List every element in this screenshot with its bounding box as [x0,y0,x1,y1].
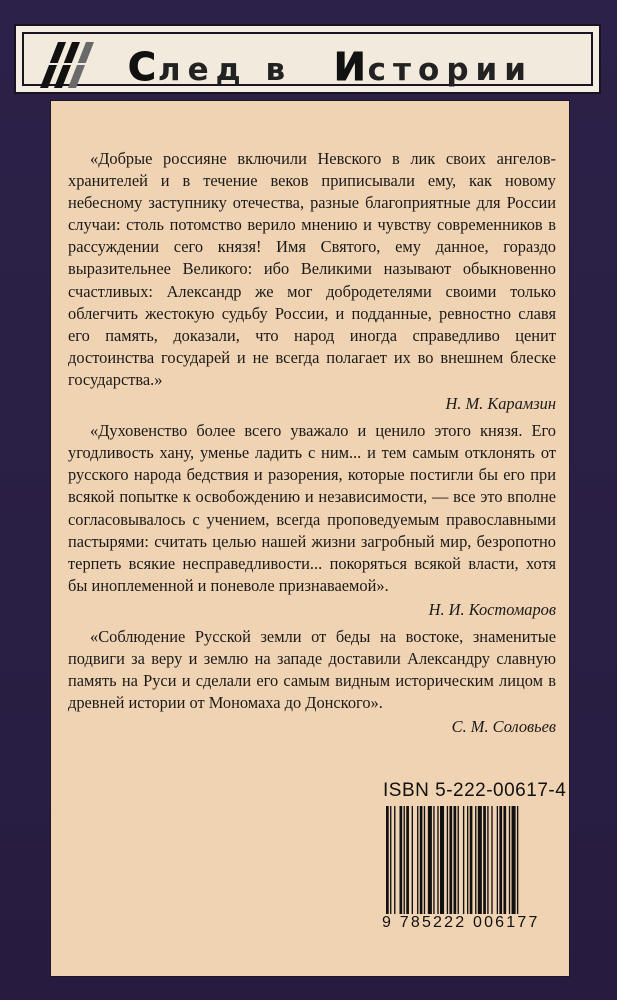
quote-kostomarov: «Духовенство более всего уважало и ценило этого князя. Его угодливость хану, уменье ладить с ним... и тем самым отклонять от русского народа бедствия и разорения, которые постигли бы его при всякой попытке к освобождению и независимости, — все это вполне согласовывалось с учением, всегда проповедуемым православными пастырями: считать целью нашей жизни загробный мир, безропотно терпеть всякие несправедливости... покоряться всякой власти, хотя бы иноплеменной и поневоле признаваемой». [68,421,556,595]
series-header [14,24,601,94]
series-title-cap1: С [128,45,158,89]
author-solovyov: С. М. Соловьев [451,717,556,737]
series-title-cap2: И [333,45,368,89]
author-kostomarov: Н. И. Костомаров [428,599,556,619]
quotes-text [68,148,556,743]
series-title-word2: стории [367,52,533,88]
series-title-word1: лед в [157,52,310,88]
series-title [128,45,533,89]
barcode-digits: 9 785222 006177 [382,914,540,931]
quote-solovyov: «Соблюдение Русской земли от беды на востоке, знаменитые подвиги за веру и землю на западе доставили Александру славную память на Руси и сделали его самым видным историческим лицом в древней истории от Мономаха до Донского». [68,626,556,713]
series-logo-icon [36,40,96,90]
isbn-label: ISBN 5-222-00617-4 [383,780,567,801]
quote-karamzin: «Добрые россияне включили Невского в лик своих ангелов-хранителей и в течение веков приписывали ему, как новому небесному заступнику отечества, разные благоприятные для России случаи: столь потомство верило мнению и чувству современников в рассуждении сего князя! Имя Святого, ему данное, гораздо выразительнее Великого: ибо Великими называют обыкновенно счастливых: Александр же мог добродетелями своими только облегчить жестокую судьбу России, и подданные, ревностно славя его память, доказали, что народ иногда справедливо ценит достоинства государей и не всегда полагает их во внешнем блеске государства.» [68,149,556,389]
author-karamzin: Н. М. Карамзин [445,394,556,414]
series-header-frame [22,32,593,89]
